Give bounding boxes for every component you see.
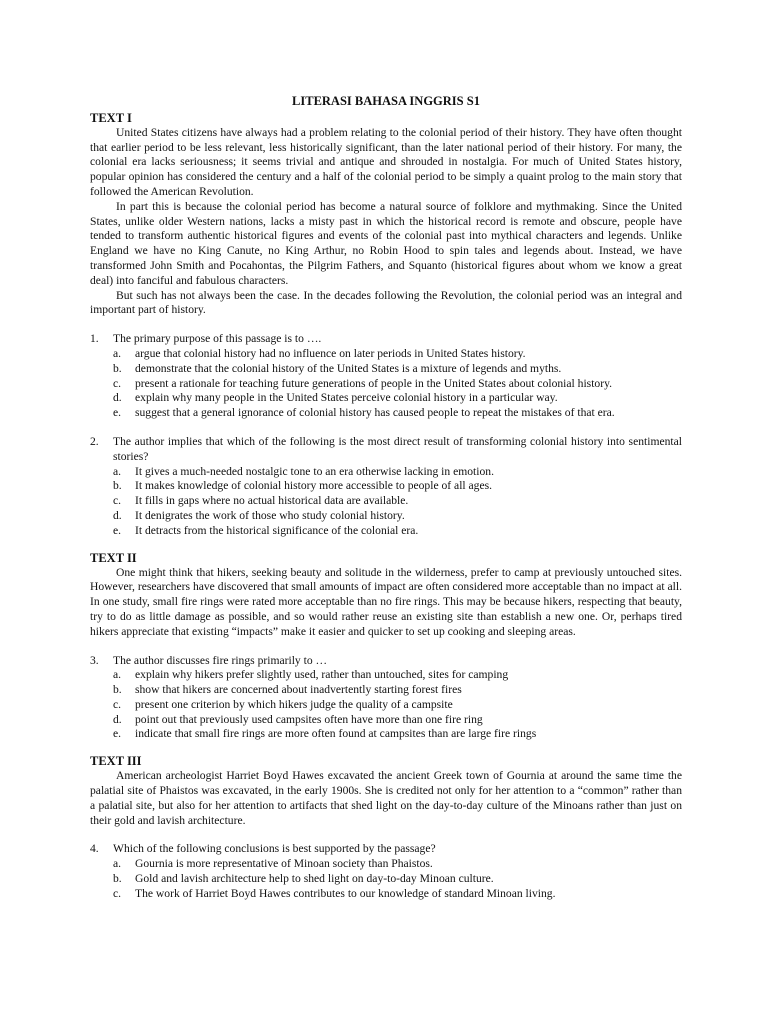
paragraph: United States citizens have always had a problem relating to the colonial period of their history. They have often thought that earlier period to be less relevant, less historically significant, than the later national period of their history. For many, the colonial era lacks seriousness; it seems trivial and antique and shrouded in nostalgia. For much of United States history, popular opinion has considered the century and a half of the colonial period to be simply a quaint prolog to the main story that followed the American Revolution. [90,125,682,198]
page-title: LITERASI BAHASA INGGRIS S1 [292,94,480,108]
question-number: 1. [90,332,99,346]
question-1 [90,332,682,421]
question-text: The author discusses fire rings primarily to … [113,653,328,667]
option-text: It detracts from the historical significance of the colonial era. [135,523,419,537]
option-item [113,465,682,480]
option-text: present one criterion by which hikers judge the quality of a campsite [135,697,453,711]
option-text: It makes knowledge of colonial history more accessible to people of all ages. [135,479,493,493]
option-text: suggest that a general ignorance of colonial history has caused people to repeat the mistakes of that era. [135,406,615,420]
option-letter: d. [113,508,122,522]
option-letter: a. [113,668,122,682]
section-heading: TEXT I [90,110,132,125]
text-3-section [90,754,682,901]
option-item [113,509,682,524]
option-item [113,683,682,698]
option-letter: a. [113,857,122,871]
section-gap [90,742,682,754]
option-item [113,479,682,494]
option-letter: b. [113,479,122,493]
question-number: 3. [90,653,99,667]
option-text: Gournia is more representative of Minoan society than Phaistos. [135,857,433,871]
question-text: Which of the following conclusions is best supported by the passage? [113,842,436,856]
option-text: It gives a much-needed nostalgic tone to an era otherwise lacking in emotion. [135,464,494,478]
option-letter: d. [113,712,122,726]
option-list [90,668,682,742]
question-2 [90,435,682,539]
option-item [113,347,682,362]
option-letter: b. [113,683,122,697]
option-letter: c. [113,376,122,390]
option-item [113,391,682,406]
option-text: explain why hikers prefer slightly used, rather than untouched, sites for camping [135,668,509,682]
option-text: explain why many people in the United States perceive colonial history in a particular way. [135,391,558,405]
option-text: It denigrates the work of those who study colonial history. [135,508,405,522]
option-text: point out that previously used campsites often have more than one fire ring [135,712,483,726]
option-letter: b. [113,872,122,886]
option-list [90,465,682,539]
option-text: Gold and lavish architecture help to shed light on day-to-day Minoan culture. [135,872,494,886]
option-item [113,668,682,683]
paragraph: But such has not always been the case. In the decades following the Revolution, the colonial period was an integral and important part of history. [90,288,682,317]
option-list [90,857,682,901]
section-gap [90,539,682,551]
question-4 [90,842,682,901]
section-heading: TEXT III [90,754,142,769]
question-text: The primary purpose of this passage is to …. [113,332,322,346]
section-heading: TEXT II [90,550,137,565]
option-letter: c. [113,494,122,508]
option-letter: b. [113,361,122,375]
option-text: present a rationale for teaching future generations of people in the United States about colonial history. [135,376,613,390]
option-text: It fills in gaps where no actual historical data are available. [135,494,409,508]
paragraph: One might think that hikers, seeking beauty and solitude in the wilderness, prefer to camp at previously untouched sites. However, researchers have discovered that small amounts of impact are often considered more acceptable than no impact at all. In one study, small fire rings were rated more acceptable than no fire rings. This may be because hikers, respecting that beauty, try to do as little damage as possible, and so would rather reuse an existing site than establish a new one. Or, perhaps tired hikers appreciate that existing “impacts” make it easier and quicker to set up cooking and sleeping areas. [90,565,682,638]
option-letter: e. [113,727,122,741]
option-letter: c. [113,886,122,900]
question-number: 4. [90,842,99,856]
option-text: indicate that small fire rings are more often found at campsites than are large fire rings [135,727,537,741]
option-text: show that hikers are concerned about inadvertently starting forest fires [135,683,462,697]
option-item [113,713,682,728]
option-item [113,377,682,392]
option-item [113,406,682,421]
option-item [113,362,682,377]
option-letter: c. [113,697,122,711]
question-text: The author implies that which of the following is the most direct result of transforming colonial history into sentimental stories? [113,434,682,463]
option-letter: e. [113,406,122,420]
option-item [113,727,682,742]
option-item [113,494,682,509]
paragraph: American archeologist Harriet Boyd Hawes excavated the ancient Greek town of Gournia at around the same time the palatial site of Phaistos was excavated, in the early 1900s. She is credited not only for her attention to a “common” rather than a palatial site, but also for her attention to artifacts that shed light on the day-to-day culture of the Minoans rather than just on their gold and lavish architecture. [90,769,682,827]
option-item [113,524,682,539]
text-2-section [90,551,682,743]
option-item [113,698,682,713]
option-item [113,887,682,902]
option-item [113,872,682,887]
option-letter: a. [113,464,122,478]
option-text: demonstrate that the colonial history of the United States is a mixture of legends and myths. [135,361,562,375]
paragraph: In part this is because the colonial period has become a natural source of folklore and mythmaking. Since the United States, unlike older Western nations, lacks a misty past in which the historical record is remote and obscure, people have tended to transform authentic historical figures and events of the colonial past into mythical characters and legends. Unlike England we have no King Canute, no King Arthur, no Robin Hood to spin tales and legends about. Instead, we have transformed John Smith and Pocahontas, the Pilgrim Fathers, and Squanto (historical figures about whom we know a great deal) into fanciful and fabulous characters. [90,199,682,287]
option-list [90,347,682,421]
option-letter: a. [113,346,122,360]
option-text: The work of Harriet Boyd Hawes contributes to our knowledge of standard Minoan living. [135,886,556,900]
option-item [113,857,682,872]
option-text: argue that colonial history had no influence on later periods in United States history. [135,346,526,360]
text-1-section [90,111,682,539]
option-letter: e. [113,523,122,537]
question-3 [90,654,682,743]
question-number: 2. [90,434,99,448]
option-letter: d. [113,391,122,405]
